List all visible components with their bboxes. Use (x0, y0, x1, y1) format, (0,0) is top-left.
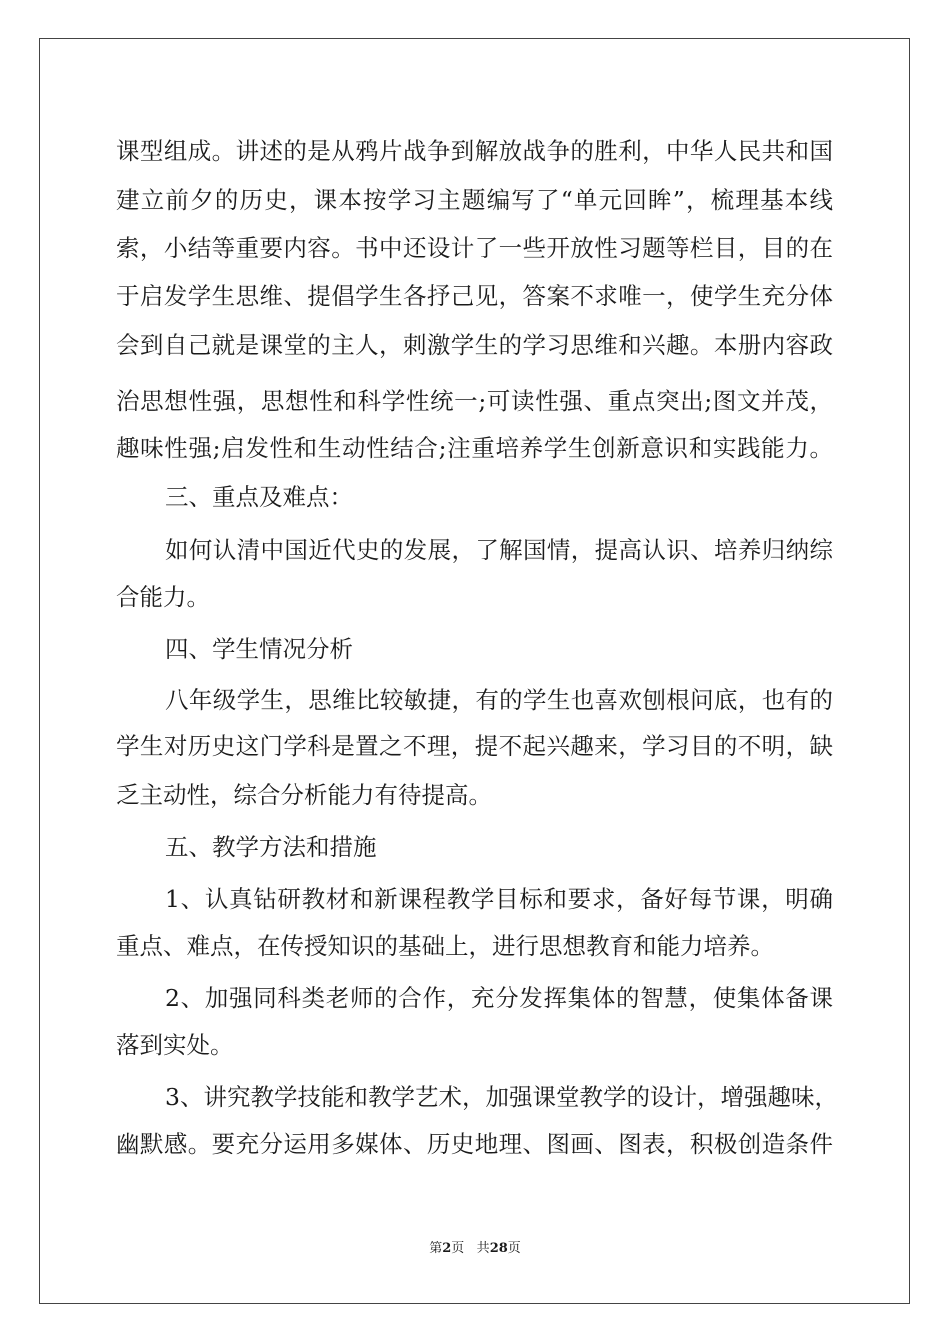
paragraph-line: 建立前夕的历史，课本按学习主题编写了“单元回眸”，梳理基本线 (116, 186, 833, 214)
paragraph-line: 于启发学生思维、提倡学生各抒己见，答案不求唯一，使学生充分体 (116, 282, 833, 310)
footer-total-pages: 28 (489, 1241, 508, 1256)
paragraph-line: 学生对历史这门学科是置之不理，提不起兴趣来，学习目的不明，缺 (116, 732, 833, 760)
section-heading-student-analysis: 四、学生情况分析 (165, 635, 353, 663)
page-footer (0, 1239, 950, 1259)
list-item-line: 幽默感。要充分运用多媒体、历史地理、图画、图表，积极创造条件 (116, 1130, 833, 1158)
footer-page-prefix: 第 (429, 1241, 443, 1256)
paragraph-line: 趣味性强;启发性和生动性结合;注重培养学生创新意识和实践能力。 (116, 434, 833, 462)
list-item-line: 3、讲究教学技能和教学艺术，加强课堂教学的设计，增强趣味， (165, 1083, 838, 1111)
list-item-line: 2、加强同科类老师的合作，充分发挥集体的智慧，使集体备课 (165, 984, 833, 1012)
paragraph-line: 索，小结等重要内容。书中还设计了一些开放性习题等栏目，目的在 (116, 234, 833, 262)
footer-total-suffix: 页 (507, 1241, 521, 1256)
footer-page-suffix: 页 (451, 1241, 465, 1256)
list-item-line: 重点、难点，在传授知识的基础上，进行思想教育和能力培养。 (116, 932, 774, 960)
paragraph-line: 课型组成。讲述的是从鸦片战争到解放战争的胜利，中华人民共和国 (116, 137, 833, 165)
list-item-line: 1、认真钻研教材和新课程教学目标和要求，备好每节课，明确 (165, 885, 833, 913)
paragraph-line: 如何认清中国近代史的发展，了解国情，提高认识、培养归纳综 (165, 536, 833, 564)
list-item-line: 落到实处。 (116, 1031, 234, 1059)
paragraph-line: 治思想性强，思想性和科学性统一;可读性强、重点突出;图文并茂， (116, 387, 833, 415)
section-heading-methods: 五、教学方法和措施 (165, 833, 377, 861)
footer-total-prefix: 共 (476, 1241, 490, 1256)
paragraph-line: 合能力。 (116, 583, 210, 611)
paragraph-line: 乏主动性，综合分析能力有待提高。 (116, 781, 492, 809)
paragraph-line: 八年级学生，思维比较敏捷，有的学生也喜欢刨根问底，也有的 (165, 686, 833, 714)
footer-page-number: 2 (442, 1241, 452, 1256)
paragraph-line: 会到自己就是课堂的主人，刺激学生的学习思维和兴趣。本册内容政 (116, 331, 833, 359)
section-heading-key-points: 三、重点及难点： (165, 483, 353, 511)
